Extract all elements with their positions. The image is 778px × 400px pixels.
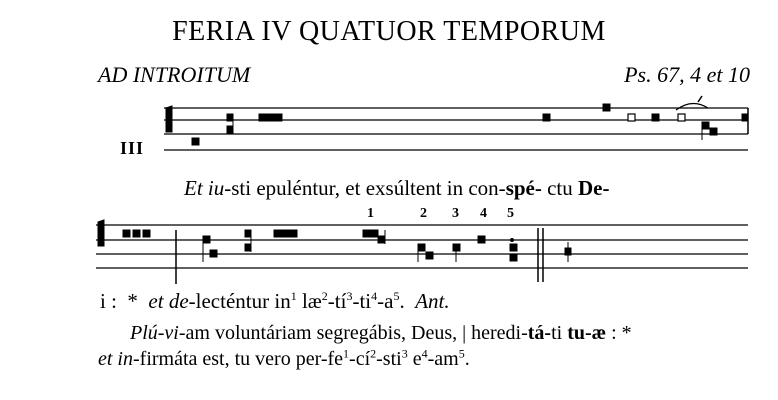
lyric-2-sup-5: 5 [393,289,400,303]
lyric-2-a: -a [377,289,394,313]
verse-2-sup-1: 1 [343,346,350,361]
lyric-2-ti2: -ti [352,289,372,313]
lyric-2-sup-1: 1 [290,289,297,303]
accent-number-3: 3 [452,206,459,221]
verse-2-ci: -cí [349,348,371,370]
verse-1-bold-ta: tá- [527,322,552,344]
lyric-2-sup-4: 4 [371,289,378,303]
verse-2-sti: -sti [376,348,402,370]
psalm-reference: Ps. 67, 4 et 10 [624,62,750,87]
verse-1-bold-tuae: tu-æ [567,322,607,344]
verse-2-am: -am [427,348,459,370]
verse-2-period: . [464,348,470,370]
lyric-2-start: i : * [100,289,149,313]
lyric-2-lae: læ [296,289,322,313]
lyrics-line-1 [184,176,610,201]
verse-1-italic: Plú-vi- [130,322,186,344]
lyric-1-text: sti epuléntur, et exsúltent in con- [231,176,506,200]
lyric-2-sup-2: 2 [321,289,328,303]
lyrics-line-2 [100,289,450,314]
verse-2-text: firmáta est, tu vero per-fe [139,348,344,370]
verse-2-e: e [407,348,422,370]
verse-1-ti: ti [551,322,568,344]
verse-1-end: : * [606,322,632,344]
lyric-1-italic: Et iu- [184,176,232,200]
accent-number-5: 5 [507,206,514,221]
verse-2-sup-4: 4 [421,346,428,361]
verse-line-2 [98,348,470,371]
staff-2-notes [98,220,571,284]
accent-number-4: 4 [480,206,487,221]
lyric-1-bold-spe: spé- [505,176,542,200]
verse-line-1 [130,322,632,345]
lyric-2-sup-3: 3 [346,289,353,303]
verse-2-sup-3: 3 [401,346,408,361]
mode-label: III [120,138,145,158]
c-clef-mark [166,106,172,132]
lyric-2-ti: -tí [327,289,347,313]
lyric-2-period: . [399,289,416,313]
lyric-1-ctu: ctu [541,176,579,200]
verse-1-text: am voluntáriam segregábis, Deus, | heredi- [185,322,528,344]
page-title: FERIA IV QUATUOR TEMPORUM [172,16,606,47]
lyric-1-bold-de: De- [578,176,610,200]
staff-1 [164,108,748,150]
section-heading: AD INTROITUM [98,62,251,87]
lyric-2-text: lecténtur in [195,289,291,313]
verse-2-italic: et in- [98,348,140,370]
lyric-2-italic: et de- [148,289,196,313]
verse-2-sup-2: 2 [370,346,377,361]
antiphon-label: Ant. [415,289,450,313]
verse-2-sup-5: 5 [458,346,465,361]
c-clef-mark-2 [98,220,104,246]
accent-number-1: 1 [367,206,374,221]
accent-number-2: 2 [420,206,427,221]
